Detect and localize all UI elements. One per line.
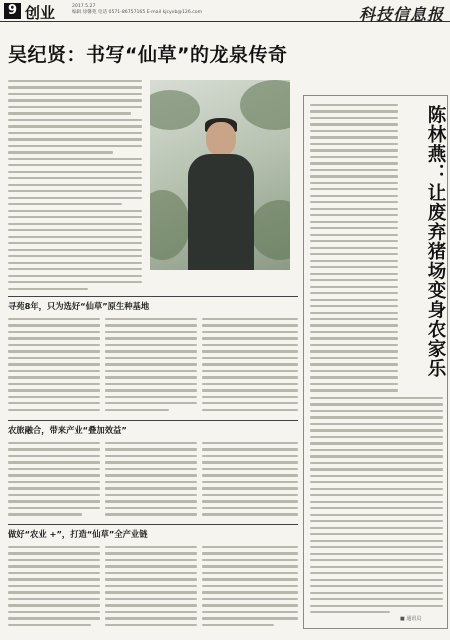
subhead-1: 寻苑8年，只为选好“仙草”原生种基地 (8, 301, 150, 311)
section3-col2 (105, 546, 197, 630)
person-head (206, 122, 236, 156)
editor-contact: 编辑 徐馨苑 电话 0571-86757165 E-mail kjcyxb@126.com (72, 10, 203, 15)
masthead (0, 0, 450, 22)
subhead-3: 做好“农业 +”，打造“仙草”全产业链 (8, 529, 148, 539)
issue-meta (72, 4, 202, 16)
issue-date: 2017.5.27 (72, 4, 96, 9)
section3-col1 (8, 546, 100, 630)
section1-col2 (105, 318, 197, 415)
side-article-headline: 陈林燕：让废弃猪场变身农家乐 (425, 105, 446, 378)
side-article-author: ■ 通讯员 (400, 616, 422, 622)
subhead-2: 农旅融合，带来产业“叠加效益” (8, 425, 127, 435)
side-text-col2 (310, 397, 443, 617)
section2-col2 (105, 442, 197, 520)
main-headline: 吴纪贤：书写“仙草”的龙泉传奇 (8, 44, 288, 66)
section-divider (8, 420, 298, 421)
section3-col3 (202, 546, 298, 630)
side-text-col1 (310, 104, 398, 396)
section-divider (8, 524, 298, 525)
section1-col3 (202, 318, 298, 415)
person-body (188, 154, 254, 270)
section1-col1 (8, 318, 100, 415)
section2-col3 (202, 442, 298, 520)
newspaper-logo: 科技信息报 (358, 5, 444, 24)
intro-text-column (8, 80, 142, 294)
section2-col1 (8, 442, 100, 520)
article-photo (150, 80, 290, 270)
section-title: 创业 (25, 4, 56, 22)
page-number: 9 (4, 3, 21, 19)
section-divider (8, 296, 298, 297)
